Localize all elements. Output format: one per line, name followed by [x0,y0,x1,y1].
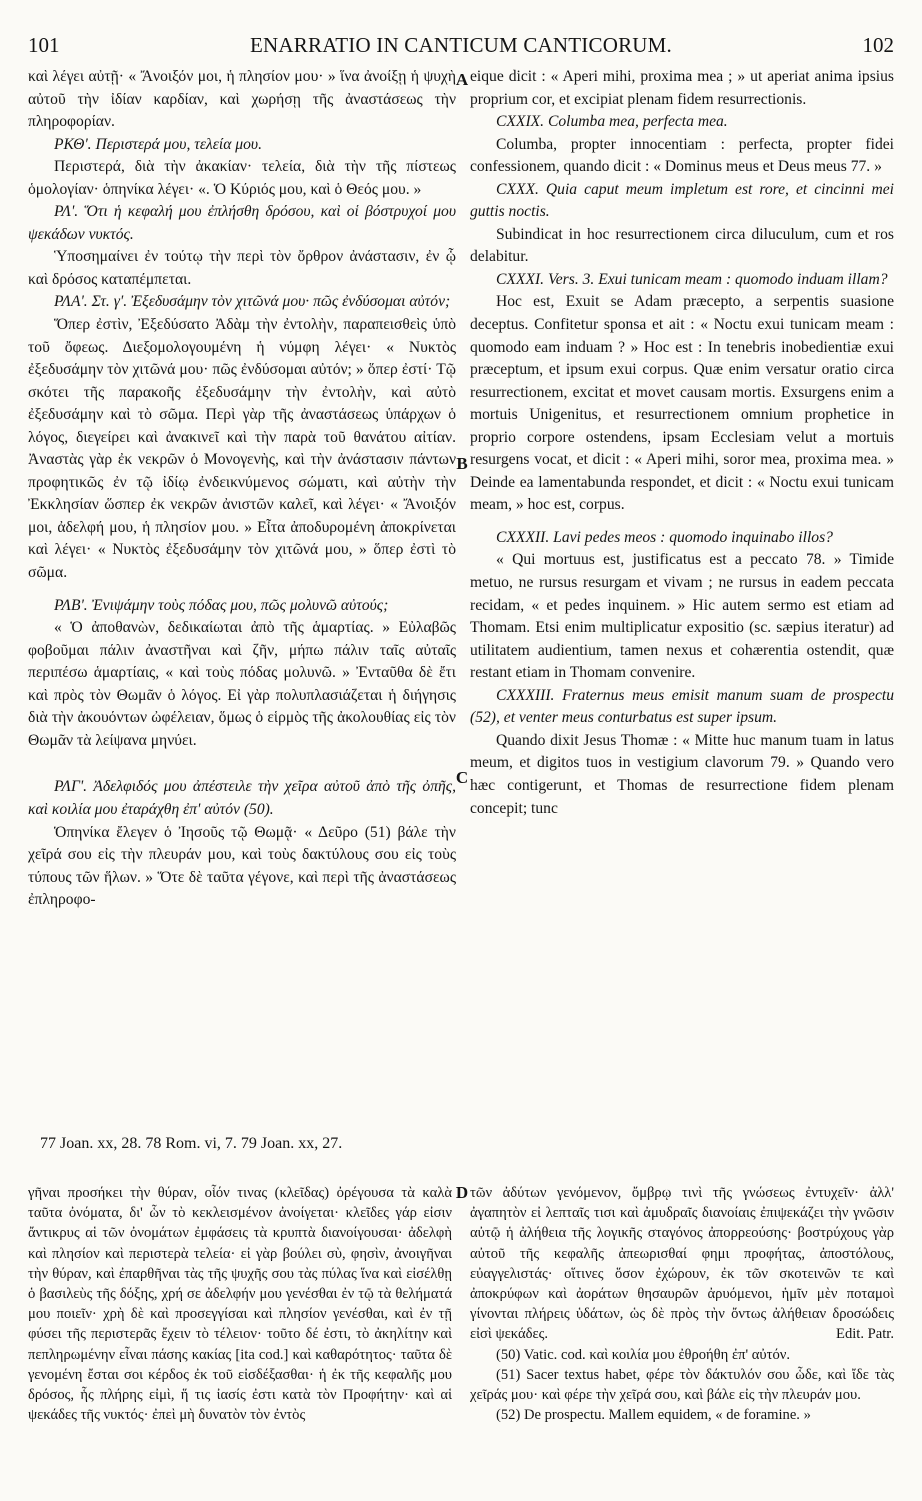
greek-paragraph: « Ὁ ἀποθανὼν, δεδικαίωται ἀπὸ τῆς ἁμαρτίας. » Εὐλαβῶς φοβοῦμαι πάλιν ἀναστῆναι καὶ ζῆν, μήπω πάλιν ταῖς αὐταῖς περιπέσω ἁμαρτίαις, « καὶ τοὺς πόδας μολυνῶ. » Ἐνταῦθα δὲ ἔτι καὶ πρὸς τὸν Θωμᾶν ὁ λόγος. Εἰ γὰρ πολυπλασιάζεται ἡ διήγησις διὰ τὴν ἀκουόντων ὠφέλειαν, ὅμως ὁ εἱρμὸς τῆς ἀκολουθίας εἰς τὸν Θωμᾶν τὰ λείψανα μηνύει. [28,619,456,749]
editor-notes-right [470,1183,894,1425]
editor-notes-left [28,1183,452,1425]
latin-lemma-131: CXXXI. Vers. 3. Exui tunicam meam : quomodo induam illam? [496,270,888,288]
greek-lemma-131: ΡΛΑ'. Στ. γ'. Ἐξεδυσάμην τὸν χιτῶνά μου· πῶς ἐνδύσομαι αὐτόν; [54,293,451,311]
greek-lemma-130: ΡΛ'. Ὅτι ἡ κεφαλή μου ἐπλήσθη δρόσου, καὶ οἱ βόστρυχοί μου ψεκάδων νυκτός. [28,203,456,243]
editor-note-greek: γῆναι προσήκει τὴν θύραν, οἷόν τινας (κλεῖδας) ὀρέγουσα τὰ καλὰ ταῦτα ὀνόματα, δι' ὧν τὸ κεκλεισμένον ἀνοίγεται· κλεῖδες γάρ εἰσιν ἄντικρυς αἱ τῶν ὀνομάτων ἐμφάσεις τὰ κρυπτὰ διανοίγουσαι· ἀδελφὴ καὶ πλησίον καὶ περιστερὰ τελεία· εἰ γὰρ βούλει σὺ, φησὶν, ἀνοιγῆναι τὴν θύραν, καὶ ἐπαρθῆναι τὰς τῆς ψυχῆς σου τὰς πύλας ἵνα καὶ εἰσέλθῃ ὁ βασιλεὺς τῆς δόξης, χρή σε ἀδελφήν μου γενέσθαι ἐν τῷ τὰ θελήματά μου ποιεῖν· χρὴ δὲ καὶ προσεγγίσαι καὶ πλησίον γενέσθαι, καὶ ἐν τῇ φύσει τῆς περιστερᾶς ἔχειν τὸ τέλειον· τοῦτο δέ ἐστι, τὸ ἀκηλίτην καὶ πεπληρωμένην εἶναι πάσης κακίας [ita cod.] καὶ καθαρότητος· ταῦτα δὲ γενομένη ἔσται σοι κέρδος ἐκ τοῦ εἰσδέξασθαι· ἡ ἐκ τῆς κεφαλῆς μου δρόσος, ἧς πλήρης εἰμὶ, ἥ τις ἰασίς ἐστι κατὰ τὸν Προφήτην· καὶ αἱ ψεκάδες τῆς νυκτός· ἐπεὶ μὴ δυνατὸν τὸν ἐντὸς [28,1185,452,1424]
editor-attribution: Edit. Patr. [836,1326,894,1343]
greek-paragraph: Ὁπηνίκα ἔλεγεν ὁ Ἰησοῦς τῷ Θωμᾷ· « Δεῦρο (51) βάλε τὴν χεῖρά σου εἰς τὴν πλευράν μου, καὶ τοὺς δακτύλους σου εἰς τοὺς τύπους τῶν ἥλων. » Ὅτε δὲ ταῦτα γέγονε, καὶ περὶ τῆς ἀναστάσεως ἐπληροφο- [28,823,456,909]
note-51: (51) Sacer textus habet, φέρε τὸν δάκτυλόν σου ὧδε, καὶ ἴδε τὰς χεῖράς μου· καὶ φέρε τὴν χεῖρά σου, καὶ βάλε εἰς τὴν πλευράν μου. [470,1366,894,1404]
latin-paragraph: Quando dixit Jesus Thomæ : « Mitte huc manum tuam in latus meum, et digitos tuos in vestigium clavorum 79. » Quando vero hæc contigerunt, et Thomas de resurrectione fidem plenam concepit; tunc [470,731,894,817]
latin-paragraph: Columba, propter innocentiam : perfecta, propter fidei confessionem, quando dicit : « Dominus meus et Deus meus 77. » [470,135,894,176]
note-52: (52) De prospectu. Mallem equidem, « de foramine. » [496,1407,811,1424]
greek-paragraph: Ὑποσημαίνει ἐν τούτῳ τὴν περὶ τὸν ὄρθρον ἀνάστασιν, ἐν ᾧ καὶ δρόσος καταπέμπεται. [28,248,456,288]
editor-note-greek-continued [470,1183,894,1345]
latin-lemma-133: CXXXIII. Fraternus meus emisit manum suam de prospectu (52), et venter meus conturbatus est super ipsum. [470,686,894,727]
greek-paragraph: καὶ λέγει αὐτῇ· « Ἄνοιξόν μοι, ἡ πλησίον μου· » ἵνα ἀνοίξῃ ἡ ψυχὴ αὐτοῦ τὴν ἰδίαν καρδίαν, καὶ χωρήσῃ τῆς ἀναστάσεως τὴν πληροφορίαν. [28,68,456,131]
latin-paragraph: Hoc est, Exuit se Adam præcepto, a serpentis suasione deceptus. Confitetur sponsa et ait : « Noctu exui tunicam meam : quomodo eam induam ? » Hoc est : In tenebris inobedientiæ exui præceptum, et ipsum exui corpus. Quæ enim versatur oratio circa resurrectionem, excitat et movet causam mortis. Exsurgens enim a mortuis Unigenitus, et resurrectionem omnium prophetice in proprio corpore ostendens, ipsam Ecclesiam velut a mortuis resurgens vocat, et dicit : « Aperi mihi, soror mea, proxima mea. » Deinde ea lamentabunda respondet, et dicit : « Noctu exui tunicam meam, » hoc est, corpus. [470,293,894,514]
page-number-right: 102 [862,33,894,57]
greek-paragraph: Περιστερά, διὰ τὴν ἀκακίαν· τελεία, διὰ τὴν τῆς πίστεως ὁμολογίαν· ὁπηνίκα λέγει· «. Ὁ Κύριός μου, καὶ ὁ Θεός μου. » [28,158,456,198]
greek-lemma-133: ΡΛΓ'. Ἀδελφιδός μου ἀπέστειλε τὴν χεῖρα αὐτοῦ ἀπὸ τῆς ὀπῆς, καὶ κοιλία μου ἐταράχθη ἐπ' αὐτόν (50). [28,778,456,818]
latin-lemma-129: CXXIX. Columba mea, perfecta mea. [496,113,728,131]
page-header [28,30,894,60]
running-title: ENARRATIO IN CANTICUM CANTICORUM. [250,33,672,57]
margin-letter-b: B [456,454,468,473]
latin-paragraph: eique dicit : « Aperi mihi, proxima mea ; » ut aperiat anima ipsius proprium cor, et excipiat plenam fidem resurrectionis. [470,68,894,108]
margin-letter-c: C [455,768,469,787]
note-50: (50) Vatic. cod. καὶ κοιλία μου ἐθροήθη ἐπ' αὐτόν. [496,1346,790,1363]
greek-lemma-132: ΡΛΒ'. Ἐνιψάμην τοὺς πόδας μου, πῶς μολυνῶ αὐτούς; [54,596,389,614]
margin-letter-d: D [455,1183,469,1202]
scripture-footnotes: 77 Joan. xx, 28. 78 Rom. vi, 7. 79 Joan. xx, 27. [40,1135,343,1152]
greek-column [28,66,456,912]
latin-column [470,66,894,820]
margin-letter-a: A [455,70,469,89]
page-number-left: 101 [28,33,60,57]
editor-note-text: τῶν ἀδύτων γενόμενον, ὄμβρῳ τινὶ τῆς γνώσεως ἐντυχεῖν· ἀλλ' ἀγαπητὸν εἰ λεπταῖς τισι καὶ ἀμυδραῖς διανοίαις ἐπιψεκάζει τὴν γνῶσιν αὐτῷ ἡ ἀλήθεια τῆς λογικῆς σταγόνος ἀπορρεούσης· βοστρύχους γὰρ αὐτοῦ τῆς κεφαλῆς ἀπεωρισθαί φημι προφήτας, ἀποστόλους, εὐαγγελιστάς· οἵτινες ὅσον ἐχώρουν, ἐκ τῶν σκοτεινῶν τε καὶ ἀποκρύφων καὶ ἀοράτων θησαυρῶν ἀρυόμενοι, ἡμῖν μὲν ποταμοὶ γίνονται πλήρεις ὑδάτων, ὡς δὲ πρὸς τὴν ὄντως ἀλήθειαν δροσώδεις εἰσὶ ψεκάδες. [470,1185,894,1343]
latin-lemma-132: CXXXII. Lavi pedes meos : quomodo inquinabo illos? [496,528,833,546]
latin-paragraph: « Qui mortuus est, justificatus est a peccato 78. » Timide metuo, ne rursus resurgam et vivam ; ne rursus in eadem peccata recidam, « et pedes inquinem. » Hic autem sermo est etiam ad Thomam. Etsi enim multiplicatur expositio (sc. sæpius iteratur) ad utilitatem audientium, tamen nexus et cohærentia ostendit, quæ restant etiam in Thomam convenire. [470,551,894,682]
latin-paragraph: Subindicat in hoc resurrectionem circa diluculum, cum et ros delabitur. [470,225,894,266]
greek-lemma-129: ΡΚΘ'. Περιστερά μου, τελεία μου. [54,135,262,153]
latin-lemma-130: CXXX. Quia caput meum impletum est rore, et cincinni mei guttis noctis. [470,180,894,221]
greek-paragraph: Ὅπερ ἐστὶν, Ἐξεδύσατο Ἀδὰμ τὴν ἐντολὴν, παραπεισθεὶς ὑπὸ τοῦ ὄφεως. Διεξομολογουμένη ἡ νύμφη λέγει· « Νυκτὸς ἐξεδυσάμην τὸν χιτῶνά μου· πῶς ἐνδύσομαι αὐτόν; » ὅπερ ἐστί· Τῷ σκότει τῆς παρακοῆς ἐξεδυσάμην τὴν ἐντολὴν, καὶ αὐτὸ ἐξεδυσάμην καὶ τὸ σῶμα. Περὶ γὰρ τῆς ἀναστάσεως ὑπάρχων ὁ λόγος, διεγείρει καὶ ἀνακινεῖ καὶ τὴν παρὰ τοῦ θανάτου αἰτίαν. Ἀναστὰς γὰρ ἐκ νεκρῶν ὁ Μονογενὴς, καὶ τὴν ἀνάστασιν πάντων προφητικῶς ἐν τῷ ἰδίῳ ἐνδεικνύμενος σώματι, καὶ αὐτὴν τὴν Ἐκκλησίαν ὥσπερ ἐκ νεκρῶν ἀνιστῶν καλεῖ, καὶ λέγει· « Ἄνοιξόν μοι, ἀδελφή μου, ἡ πλησίον μου. » Εἶτα ἀποδυρομένη ἀποκρίνεται καὶ λέγει· « Νυκτὸς ἐξεδυσάμην τὸν χιτῶνά μου, » ὅπερ ἐστὶ τὸ σῶμα. [28,316,456,582]
